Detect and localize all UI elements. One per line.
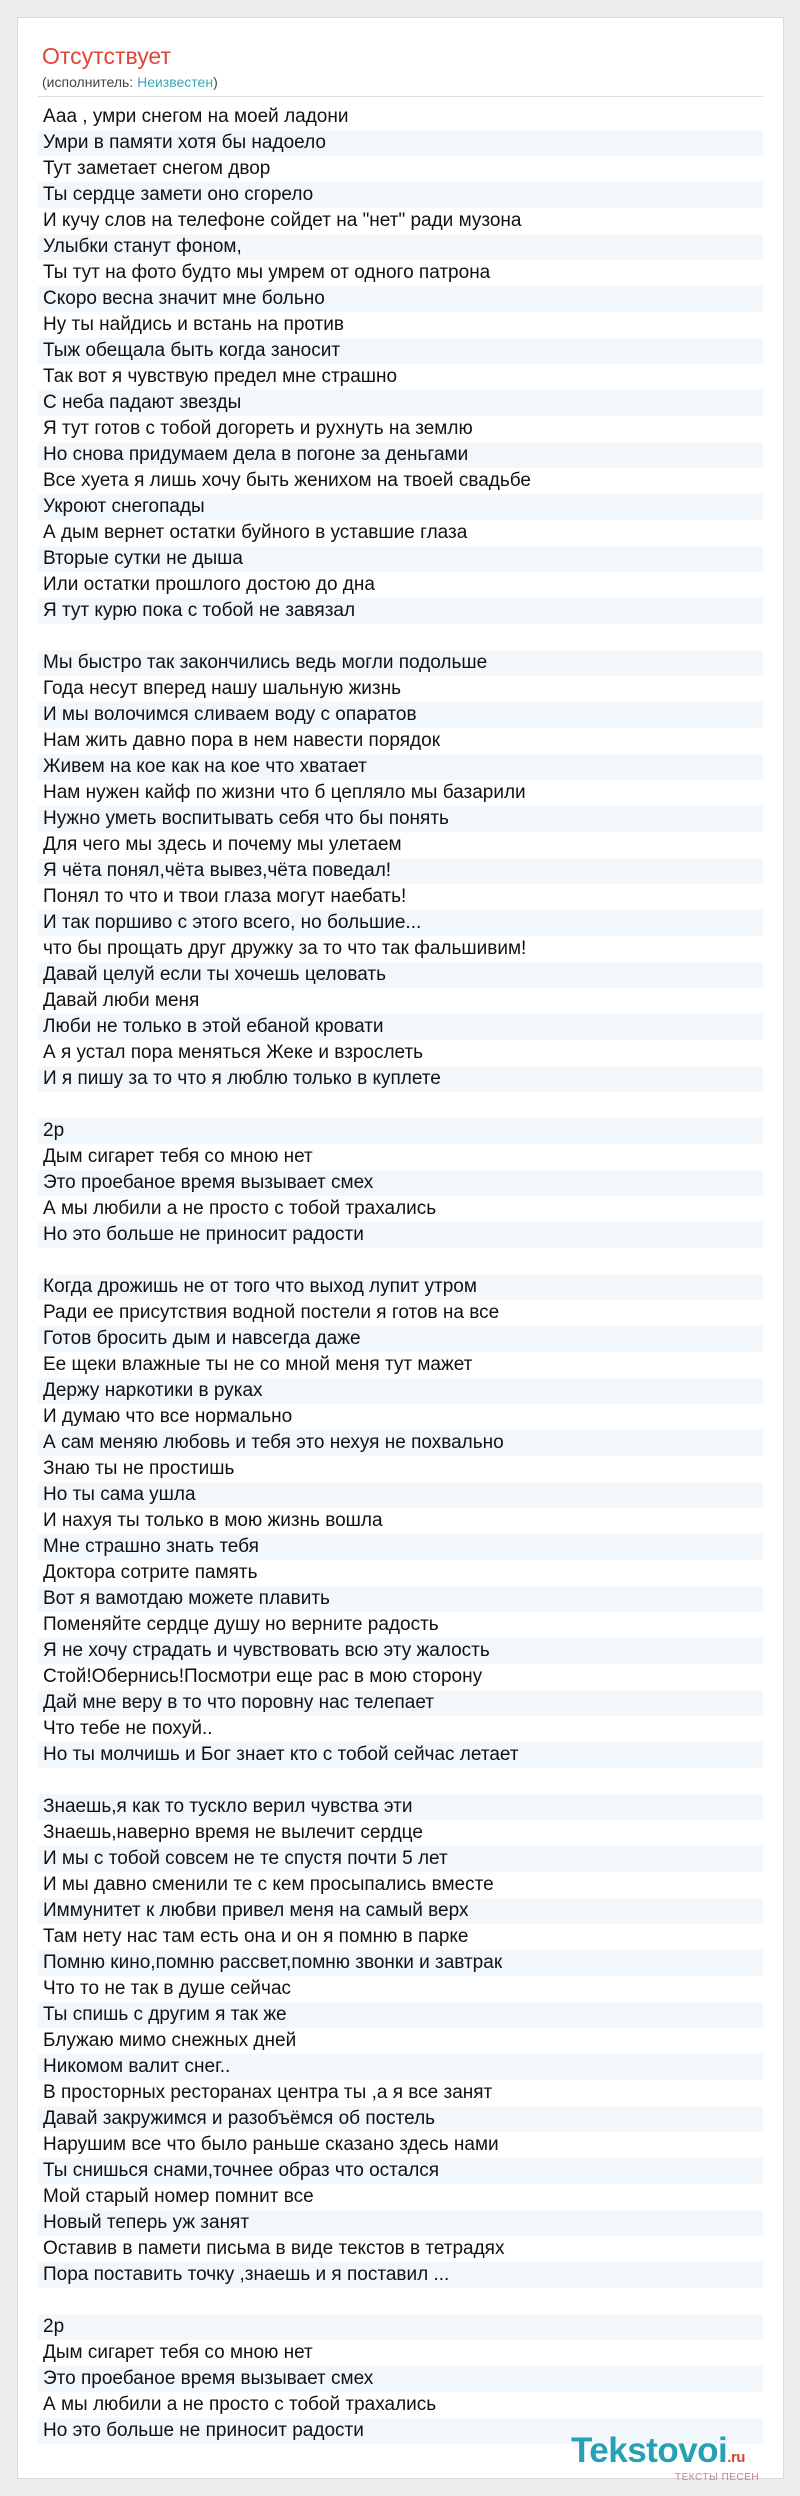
lyric-line: Умри в памяти хотя бы надоело xyxy=(38,130,763,156)
lyric-line: Но это больше не приносит радости xyxy=(38,1222,763,1248)
lyric-line: И думаю что все нормально xyxy=(43,1406,293,1427)
lyric-line: Знаешь,я как то тускло верил чувства эти xyxy=(38,1794,763,1820)
lyric-line: И нахуя ты только в мою жизнь вошла xyxy=(43,1510,383,1531)
lyric-line: Но снова придумаем дела в погоне за деньгами xyxy=(38,442,763,468)
artist-link[interactable]: Неизвестен xyxy=(137,74,214,90)
lyric-line: И мы волочимся сливаем воду с опаратов xyxy=(38,702,763,728)
lyric-line: И я пишу за то что я люблю только в куплете xyxy=(38,1066,763,1092)
lyric-line: Иммунитет к любви привел меня на самый верх xyxy=(38,1898,763,1924)
lyric-line: Оставив в памети письма в виде текстов в тетрадях xyxy=(43,2238,505,2259)
lyric-line: Нам жить давно пора в нем навести порядок xyxy=(43,730,441,751)
lyric-line: Нарушим все что было раньше сказано здесь нами xyxy=(43,2134,499,2155)
lyric-line: Знаю ты не простишь xyxy=(43,1458,235,1479)
lyric-line: Я тут готов с тобой догореть и рухнуть на землю xyxy=(43,418,473,439)
lyric-line: Тыж обещала быть когда заносит xyxy=(38,338,763,364)
lyric-line: Дай мне веру в то что поровну нас телепает xyxy=(38,1690,763,1716)
artist-line xyxy=(42,73,218,91)
artist-suffix: ) xyxy=(213,74,218,90)
lyric-line: Поменяйте сердце душу но верните радость xyxy=(43,1614,439,1635)
site-logo[interactable] xyxy=(571,2431,791,2491)
lyric-line: 2р xyxy=(38,1118,763,1144)
logo-name: Tekstovoi xyxy=(571,2431,728,2470)
lyric-line: В просторных ресторанах центра ты ,а я все занят xyxy=(43,2082,493,2103)
lyric-line: Знаешь,наверно время не вылечит сердце xyxy=(43,1822,423,1843)
lyric-line xyxy=(38,1092,763,1118)
lyric-line: Нужно уметь воспитывать себя что бы понять xyxy=(38,806,763,832)
lyric-line: Блужаю мимо снежных дней xyxy=(43,2030,297,2051)
lyric-line: Ты сердце замети оно сгорело xyxy=(38,182,763,208)
lyric-line: Я чёта понял,чёта вывез,чёта поведал! xyxy=(38,858,763,884)
lyric-line: Ну ты найдись и встань на против xyxy=(43,314,344,335)
lyric-line: Улыбки станут фоном, xyxy=(38,234,763,260)
lyric-line: И кучу слов на телефоне сойдет на "нет" ради музона xyxy=(43,210,522,231)
lyric-line: Понял то что и твои глаза могут наебать! xyxy=(43,886,407,907)
lyric-line: 2р xyxy=(38,2314,763,2340)
logo-text xyxy=(571,2431,745,2478)
lyric-line: Но ты сама ушла xyxy=(38,1482,763,1508)
lyrics-page xyxy=(17,17,784,2483)
lyric-line: Там нету нас там есть она и он я помню в парке xyxy=(43,1926,469,1947)
lyric-line: Это проебаное время вызывает смех xyxy=(38,2366,763,2392)
lyric-line: А дым вернет остатки буйного в уставшие глаза xyxy=(43,522,468,543)
lyric-line: Года несут вперед нашу шальную жизнь xyxy=(43,678,401,699)
lyric-line: Живем на кое как на кое что хватает xyxy=(38,754,763,780)
lyric-line: Все хуета я лишь хочу быть женихом на твоей свадьбе xyxy=(43,470,531,491)
lyric-line: Но ты молчишь и Бог знает кто с тобой сейчас летает xyxy=(38,1742,763,1768)
lyric-line: Мой старый номер помнит все xyxy=(43,2186,314,2207)
lyric-line: Ради ее присутствия водной постели я готов на все xyxy=(43,1302,500,1323)
lyric-line: Ты снишься снами,точнее образ что остался xyxy=(38,2158,763,2184)
lyric-line: Пора поставить точку ,знаешь и я поставил ... xyxy=(38,2262,763,2288)
logo-tagline: ТЕКСТЫ ПЕСЕН xyxy=(675,2472,760,2483)
artist-prefix: (исполнитель: xyxy=(42,74,138,90)
lyric-line: Доктора сотрите память xyxy=(43,1562,258,1583)
lyric-line: А мы любили а не просто с тобой трахались xyxy=(43,2394,437,2415)
lyric-line: Когда дрожишь не от того что выход лупит утром xyxy=(38,1274,763,1300)
lyric-line: Что тебе не похуй.. xyxy=(43,1718,213,1739)
lyric-line: Тут заметает снегом двор xyxy=(43,158,271,179)
lyric-line: Дым сигарет тебя со мною нет xyxy=(43,1146,313,1167)
lyric-line: Готов бросить дым и навсегда даже xyxy=(38,1326,763,1352)
lyric-line: С неба падают звезды xyxy=(38,390,763,416)
lyric-line: И мы с тобой совсем не те спустя почти 5 лет xyxy=(38,1846,763,1872)
lyric-line: Мы быстро так закончились ведь могли подольше xyxy=(38,650,763,676)
lyric-line: Люби не только в этой ебаной кровати xyxy=(38,1014,763,1040)
lyric-line: Вторые сутки не дыша xyxy=(38,546,763,572)
lyric-line: Давай закружимся и разобъёмся об постель xyxy=(38,2106,763,2132)
lyric-line: Скоро весна значит мне больно xyxy=(38,286,763,312)
lyric-line: Укроют снегопады xyxy=(38,494,763,520)
lyric-line: А мы любили а не просто с тобой трахались xyxy=(43,1198,437,1219)
lyric-line: Вот я вамотдаю можете плавить xyxy=(38,1586,763,1612)
lyric-line: Я тут курю пока с тобой не завязал xyxy=(38,598,763,624)
lyric-line: Никомом валит снег.. xyxy=(38,2054,763,2080)
lyric-line: И мы давно сменили те с кем просыпались вместе xyxy=(43,1874,494,1895)
lyric-line: Что то не так в душе сейчас xyxy=(43,1978,292,1999)
lyric-line: Стой!Обернись!Посмотри еще рас в мою сторону xyxy=(43,1666,483,1687)
lyric-line: Нам нужен кайф по жизни что б цепляло мы базарили xyxy=(43,782,526,803)
lyric-line xyxy=(38,1248,763,1274)
lyric-line: Новый теперь уж занят xyxy=(38,2210,763,2236)
lyric-line: Так вот я чувствую предел мне страшно xyxy=(43,366,398,387)
lyric-line: А сам меняю любовь и тебя это нехуя не похвально xyxy=(38,1430,763,1456)
lyric-line: Держу наркотики в руках xyxy=(38,1378,763,1404)
lyric-line: Давай целуй если ты хочешь целовать xyxy=(38,962,763,988)
lyric-line: Мне страшно знать тебя xyxy=(38,1534,763,1560)
divider xyxy=(38,96,763,97)
lyric-line: Это проебаное время вызывает смех xyxy=(38,1170,763,1196)
song-title: Отсутствует xyxy=(42,43,171,69)
lyric-line: Давай люби меня xyxy=(43,990,200,1011)
lyric-line: И так поршиво с этого всего, но большие... xyxy=(38,910,763,936)
lyric-line xyxy=(38,2288,763,2314)
logo-tld: .ru xyxy=(727,2449,745,2466)
lyric-line: Помню кино,помню рассвет,помню звонки и завтрак xyxy=(38,1950,763,1976)
lyric-line: что бы прощать друг дружку за то что так фальшивим! xyxy=(43,938,527,959)
lyric-line: Или остатки прошлого достою до дна xyxy=(43,574,375,595)
lyric-line xyxy=(38,624,763,650)
lyrics-block xyxy=(38,104,763,2444)
lyric-line: Ее щеки влажные ты не со мной меня тут мажет xyxy=(43,1354,473,1375)
lyric-line: А я устал пора меняться Жеке и взрослеть xyxy=(43,1042,424,1063)
lyric-line xyxy=(38,1768,763,1794)
lyric-line: Но это больше не приносит радости xyxy=(38,2418,763,2444)
lyric-line: Ааа , умри снегом на моей ладони xyxy=(43,106,349,127)
lyric-line: Я не хочу страдать и чувствовать всю эту жалость xyxy=(38,1638,763,1664)
lyric-line: Ты тут на фото будто мы умрем от одного патрона xyxy=(43,262,491,283)
lyric-line: Дым сигарет тебя со мною нет xyxy=(43,2342,313,2363)
lyric-line: Ты спишь с другим я так же xyxy=(38,2002,763,2028)
lyric-line: Для чего мы здесь и почему мы улетаем xyxy=(43,834,402,855)
